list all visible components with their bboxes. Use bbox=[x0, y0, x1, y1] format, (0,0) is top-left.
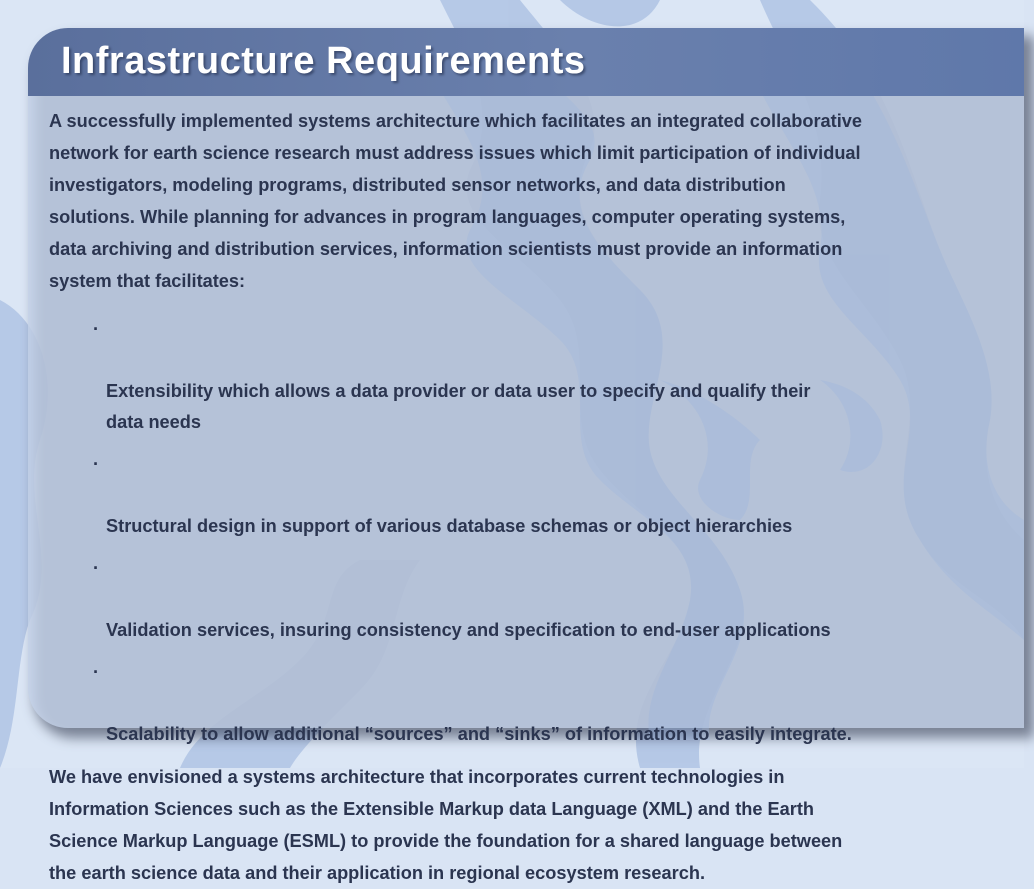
bullet-icon: · bbox=[93, 558, 100, 578]
closing-paragraph: We have envisioned a systems architecture that incorporates current technologies in Information Sciences such as the Extensible Markup data Language (XML) and the Earth Science Markup Language (ESML) to provide the foundation for a shared language between the earth science data and their application in regional ecosystem research. bbox=[49, 767, 843, 883]
list-item bbox=[93, 553, 959, 646]
list-item bbox=[93, 657, 959, 750]
slide-title: Infrastructure Requirements bbox=[61, 40, 586, 82]
list-item bbox=[93, 314, 959, 438]
bullet-icon: · bbox=[93, 454, 100, 474]
requirements-list bbox=[49, 314, 959, 750]
bullet-icon: · bbox=[93, 319, 100, 339]
list-item-text: Extensibility which allows a data provider or data user to specify and qualify their data needs bbox=[106, 381, 811, 432]
list-item bbox=[93, 449, 959, 542]
bullet-icon: · bbox=[93, 662, 100, 682]
list-item-text: Validation services, insuring consistency and specification to end-user applications bbox=[106, 620, 831, 640]
list-item-text: Structural design in support of various database schemas or object hierarchies bbox=[106, 516, 793, 536]
slide-body bbox=[49, 105, 959, 889]
list-item-text: Scalability to allow additional “sources” and “sinks” of information to easily integrate. bbox=[106, 724, 852, 744]
intro-paragraph: A successfully implemented systems architecture which facilitates an integrated collaborative network for earth science research must address issues which limit participation of individual investigators, modeling programs, distributed sensor networks, and data distribution solutions. While planning for advances in program languages, computer operating systems, data archiving and distribution services, information scientists must provide an information system that facilitates: bbox=[49, 111, 863, 291]
title-bar bbox=[28, 28, 1024, 96]
